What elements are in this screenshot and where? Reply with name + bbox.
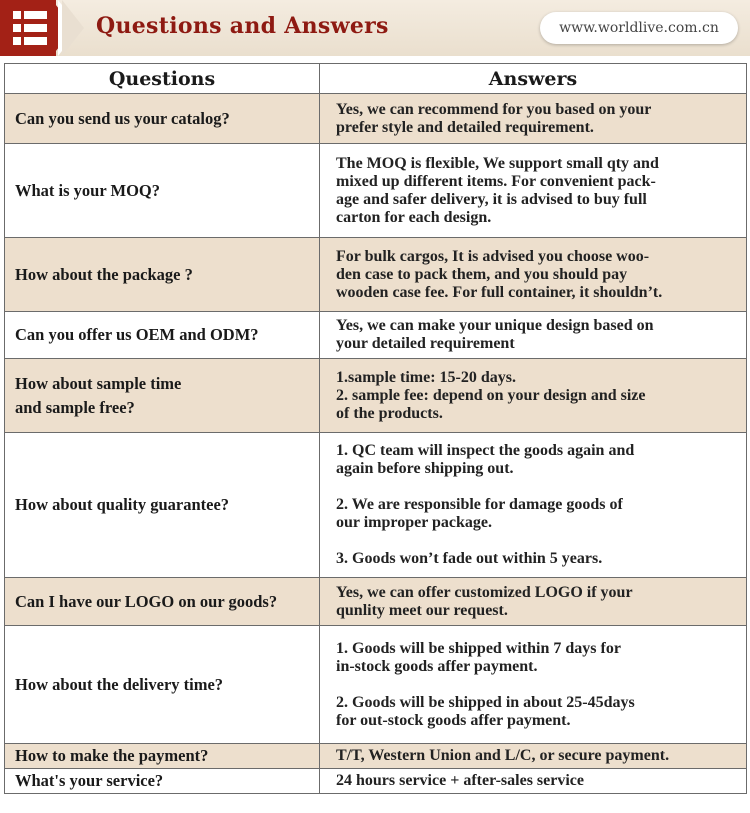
qa-table — [4, 63, 747, 794]
table-row — [5, 433, 747, 578]
question-cell: Can I have our LOGO on our goods? — [5, 578, 320, 626]
answer-cell: 24 hours service + after-sales service — [320, 769, 747, 794]
answer-cell: T/T, Western Union and L/C, or secure payment. — [320, 744, 747, 769]
column-header-questions: Questions — [5, 64, 320, 94]
answer-cell: Yes, we can make your unique design based on your detailed requirement — [320, 312, 747, 359]
header-arrow-fill — [62, 0, 84, 56]
header-icon-box — [0, 0, 56, 56]
question-cell: What's your service? — [5, 769, 320, 794]
answer-cell: 1.sample time: 15-20 days. 2. sample fee: depend on your design and size of the products. — [320, 359, 747, 433]
answer-cell: Yes, we can offer customized LOGO if your qunlity meet our request. — [320, 578, 747, 626]
answer-cell: 1. Goods will be shipped within 7 days for in-stock goods affer payment. 2. Goods will be shipped in about 25-45days for out-stock goods affer payment. — [320, 626, 747, 744]
table-row — [5, 312, 747, 359]
website-badge[interactable]: www.worldlive.com.cn — [540, 12, 738, 44]
header-banner — [0, 0, 750, 56]
answer-cell: For bulk cargos, It is advised you choose woo- den case to pack them, and you should pay wooden case fee. For full container, it shouldn’t. — [320, 238, 747, 312]
answer-cell: The MOQ is flexible, We support small qty and mixed up different items. For convenient pack- age and safer delivery, it is advised to buy full carton for each design. — [320, 144, 747, 238]
list-icon — [13, 11, 47, 45]
column-header-answers: Answers — [320, 64, 747, 94]
table-row — [5, 578, 747, 626]
table-row — [5, 238, 747, 312]
table-row — [5, 144, 747, 238]
question-cell: Can you send us your catalog? — [5, 94, 320, 144]
question-cell: What is your MOQ? — [5, 144, 320, 238]
answer-cell: Yes, we can recommend for you based on your prefer style and detailed requirement. — [320, 94, 747, 144]
question-cell: How about sample time and sample free? — [5, 359, 320, 433]
question-cell: How to make the payment? — [5, 744, 320, 769]
table-row — [5, 359, 747, 433]
question-cell: Can you offer us OEM and ODM? — [5, 312, 320, 359]
table-row — [5, 744, 747, 769]
page-title: Questions and Answers — [96, 13, 389, 39]
table-row — [5, 94, 747, 144]
table-row — [5, 769, 747, 794]
question-cell: How about the package ? — [5, 238, 320, 312]
answer-cell: 1. QC team will inspect the goods again and again before shipping out. 2. We are responsible for damage goods of our improper package. 3. Goods won’t fade out within 5 years. — [320, 433, 747, 578]
question-cell: How about quality guarantee? — [5, 433, 320, 578]
table-row — [5, 626, 747, 744]
question-cell: How about the delivery time? — [5, 626, 320, 744]
